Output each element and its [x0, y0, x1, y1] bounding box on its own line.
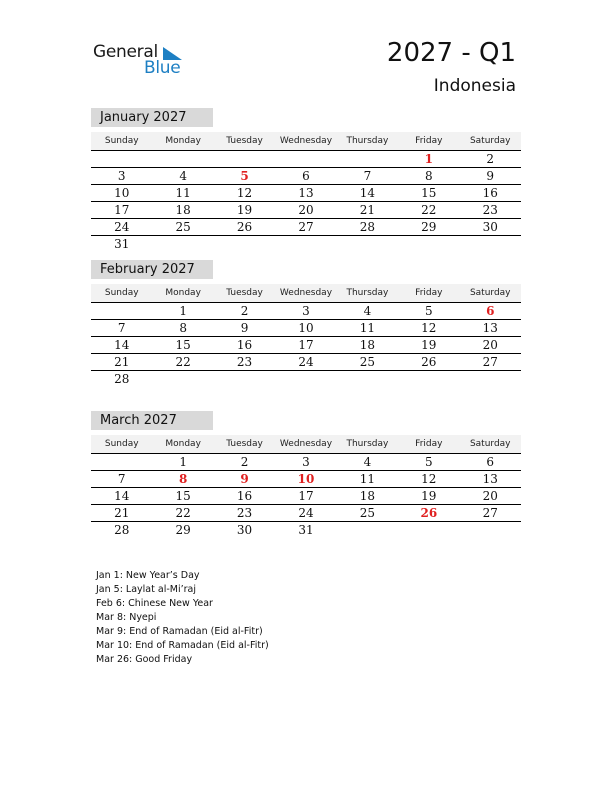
day-cell: 29: [175, 523, 191, 537]
day-cell: 5: [240, 169, 249, 183]
holiday-note: Jan 5: Laylat al-Mi’raj: [96, 584, 196, 595]
logo-word-general: General: [93, 42, 158, 62]
day-cell: 7: [117, 472, 126, 486]
holiday-note: Jan 1: New Year’s Day: [96, 570, 200, 581]
day-cell: 29: [421, 220, 437, 234]
day-cell: 7: [117, 321, 126, 335]
day-cell: 5: [425, 304, 433, 318]
empty-day-cell: [460, 371, 521, 387]
empty-day-cell: [91, 303, 152, 319]
day-cell: 15: [175, 338, 191, 352]
week-row: [91, 471, 521, 488]
day-cell: 15: [421, 186, 437, 200]
empty-day-cell: [152, 371, 213, 387]
day-cell: 13: [298, 186, 314, 200]
month-name: January 2027: [91, 108, 213, 127]
weekday-label: Wednesday: [279, 288, 333, 298]
day-cell: 16: [236, 338, 253, 352]
holiday-note: Feb 6: Chinese New Year: [96, 598, 213, 609]
day-cell: 1: [424, 152, 433, 166]
day-cell: 19: [421, 489, 437, 503]
day-cell: 1: [179, 455, 187, 469]
weekday-header-row: [91, 132, 521, 151]
empty-day-cell: [214, 151, 275, 167]
weekday-label: Thursday: [346, 136, 389, 146]
day-cell: 9: [486, 169, 495, 183]
month-block: [91, 411, 521, 538]
day-cell: 16: [236, 489, 253, 503]
month-block: [91, 108, 521, 252]
weekday-label: Friday: [415, 136, 443, 146]
empty-day-cell: [152, 236, 213, 252]
day-cell: 30: [236, 523, 253, 537]
week-row: [91, 151, 521, 168]
day-cell: 23: [482, 203, 498, 217]
day-cell: 28: [114, 523, 130, 537]
day-cell: 15: [175, 489, 191, 503]
empty-day-cell: [337, 371, 398, 387]
day-cell: 4: [363, 304, 372, 318]
week-row: [91, 236, 521, 252]
day-cell: 3: [302, 455, 310, 469]
day-cell: 14: [114, 338, 130, 352]
day-cell: 3: [117, 169, 126, 183]
weekday-header-row: [91, 435, 521, 454]
holiday-notes: [96, 569, 269, 667]
empty-day-cell: [337, 236, 398, 252]
week-row: [91, 454, 521, 471]
empty-day-cell: [152, 151, 213, 167]
day-cell: 26: [236, 220, 253, 234]
day-cell: 22: [175, 355, 191, 369]
day-cell: 11: [175, 186, 191, 200]
day-cell: 31: [114, 237, 130, 251]
week-row: [91, 303, 521, 320]
day-cell: 14: [114, 489, 130, 503]
weekday-label: Friday: [415, 288, 443, 298]
week-row: [91, 505, 521, 522]
week-row: [91, 371, 521, 387]
week-row: [91, 522, 521, 538]
day-cell: 11: [359, 321, 376, 335]
week-row: [91, 185, 521, 202]
empty-day-cell: [275, 151, 336, 167]
empty-day-cell: [398, 236, 459, 252]
day-cell: 8: [425, 169, 433, 183]
day-cell: 12: [421, 472, 437, 486]
day-cell: 2: [240, 304, 249, 318]
weekday-label: Monday: [165, 136, 201, 146]
day-cell: 4: [179, 169, 187, 183]
day-cell: 27: [298, 220, 314, 234]
day-cell: 23: [236, 355, 253, 369]
day-cell: 21: [359, 203, 376, 217]
day-cell: 7: [363, 169, 372, 183]
day-cell: 17: [114, 203, 130, 217]
day-cell: 8: [179, 321, 187, 335]
weekday-label: Thursday: [346, 439, 389, 449]
day-cell: 25: [175, 220, 191, 234]
day-cell: 2: [240, 455, 249, 469]
day-cell: 6: [302, 169, 310, 183]
weekday-label: Thursday: [346, 288, 389, 298]
empty-day-cell: [460, 236, 521, 252]
weekday-label: Sunday: [104, 136, 139, 146]
week-row: [91, 488, 521, 505]
day-cell: 10: [114, 186, 130, 200]
weekday-label: Sunday: [104, 288, 139, 298]
day-cell: 24: [114, 220, 130, 234]
day-cell: 9: [240, 472, 249, 486]
week-row: [91, 168, 521, 185]
month-name: March 2027: [91, 411, 213, 430]
day-cell: 21: [114, 506, 130, 520]
day-cell: 6: [486, 455, 495, 469]
day-cell: 24: [298, 355, 314, 369]
day-cell: 16: [482, 186, 498, 200]
weekday-header-row: [91, 284, 521, 303]
empty-day-cell: [91, 151, 152, 167]
holiday-note: Mar 8: Nyepi: [96, 612, 157, 623]
day-cell: 30: [482, 220, 498, 234]
day-cell: 11: [359, 472, 376, 486]
day-cell: 27: [482, 506, 498, 520]
day-cell: 20: [482, 489, 498, 503]
day-cell: 18: [175, 203, 191, 217]
day-cell: 18: [359, 489, 376, 503]
holiday-note: Mar 9: End of Ramadan (Eid al-Fitr): [96, 626, 263, 637]
day-cell: 5: [425, 455, 433, 469]
day-cell: 22: [421, 203, 437, 217]
month-name: February 2027: [91, 260, 213, 279]
weekday-label: Monday: [165, 439, 201, 449]
empty-day-cell: [275, 371, 336, 387]
page-title: 2027 - Q1: [386, 38, 516, 68]
holiday-note: Mar 26: Good Friday: [96, 654, 193, 665]
day-cell: 12: [421, 321, 437, 335]
empty-day-cell: [91, 454, 152, 470]
holiday-note: Mar 10: End of Ramadan (Eid al-Fitr): [96, 640, 269, 651]
day-cell: 21: [114, 355, 130, 369]
day-cell: 10: [298, 321, 314, 335]
country-name: Indonesia: [433, 76, 516, 96]
week-row: [91, 354, 521, 371]
weekday-label: Sunday: [104, 439, 139, 449]
day-cell: 9: [240, 321, 249, 335]
month-block: [91, 260, 521, 387]
day-cell: 31: [298, 523, 314, 537]
day-cell: 28: [359, 220, 376, 234]
day-cell: 13: [482, 321, 498, 335]
day-cell: 17: [298, 338, 314, 352]
day-cell: 2: [486, 152, 495, 166]
day-cell: 27: [482, 355, 498, 369]
weekday-label: Saturday: [469, 136, 511, 146]
weekday-label: Saturday: [469, 439, 511, 449]
day-cell: 25: [359, 506, 376, 520]
day-cell: 14: [359, 186, 376, 200]
day-cell: 20: [298, 203, 314, 217]
empty-day-cell: [460, 522, 521, 538]
day-cell: 26: [421, 355, 437, 369]
weekday-label: Tuesday: [226, 288, 263, 298]
day-cell: 3: [302, 304, 310, 318]
day-cell: 20: [482, 338, 498, 352]
week-row: [91, 320, 521, 337]
logo: [93, 42, 193, 78]
day-cell: 18: [359, 338, 376, 352]
day-cell: 23: [236, 506, 253, 520]
weekday-label: Wednesday: [279, 439, 333, 449]
weekday-label: Friday: [415, 439, 443, 449]
day-cell: 12: [236, 186, 253, 200]
day-cell: 19: [421, 338, 437, 352]
empty-day-cell: [337, 151, 398, 167]
day-cell: 17: [298, 489, 314, 503]
empty-day-cell: [398, 371, 459, 387]
logo-word-blue: Blue: [144, 58, 181, 78]
empty-day-cell: [214, 371, 275, 387]
empty-day-cell: [398, 522, 459, 538]
weekday-label: Saturday: [469, 288, 511, 298]
day-cell: 19: [236, 203, 253, 217]
day-cell: 4: [363, 455, 372, 469]
week-row: [91, 202, 521, 219]
day-cell: 1: [179, 304, 187, 318]
weekday-label: Tuesday: [226, 136, 263, 146]
day-cell: 24: [298, 506, 314, 520]
week-row: [91, 219, 521, 236]
day-cell: 6: [486, 304, 495, 318]
day-cell: 13: [482, 472, 498, 486]
day-cell: 10: [297, 472, 315, 486]
weekday-label: Tuesday: [226, 439, 263, 449]
day-cell: 8: [178, 472, 188, 486]
weekday-label: Monday: [165, 288, 201, 298]
weekday-label: Wednesday: [279, 136, 333, 146]
day-cell: 26: [420, 506, 438, 520]
week-row: [91, 337, 521, 354]
empty-day-cell: [214, 236, 275, 252]
day-cell: 22: [175, 506, 191, 520]
day-cell: 25: [359, 355, 376, 369]
empty-day-cell: [275, 236, 336, 252]
day-cell: 28: [114, 372, 130, 386]
empty-day-cell: [337, 522, 398, 538]
